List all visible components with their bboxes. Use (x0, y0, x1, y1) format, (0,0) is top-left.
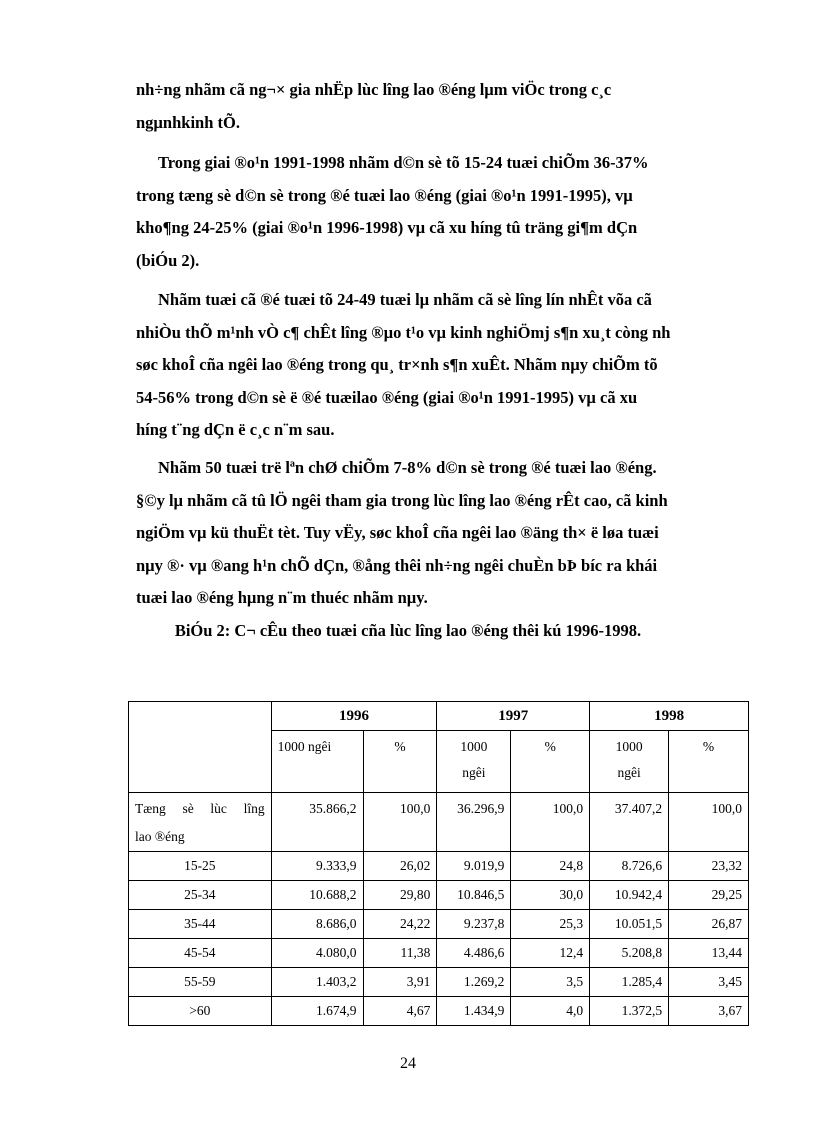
table-cell: 24,22 (363, 910, 437, 939)
table-cell: 26,02 (363, 852, 437, 881)
table-cell: 5.208,8 (590, 939, 669, 968)
table-cell: 24,8 (511, 852, 590, 881)
table-cell: 10.688,2 (271, 881, 363, 910)
age-structure-table (128, 701, 749, 1026)
table-cell: 29,25 (669, 881, 749, 910)
table-cell: 1.403,2 (271, 968, 363, 997)
paragraph-3 (136, 284, 740, 447)
row-label: 35-44 (129, 910, 272, 939)
table-row (129, 968, 749, 997)
unit-header (437, 731, 511, 793)
table-cell: 12,4 (511, 939, 590, 968)
table-cell: 3,45 (669, 968, 749, 997)
table-cell: 100,0 (511, 793, 590, 852)
table-cell: 1.434,9 (437, 997, 511, 1026)
unit-line: 1000 (460, 739, 488, 754)
table-row (129, 852, 749, 881)
paragraph-4 (136, 452, 740, 615)
unit-line: 1000 (615, 739, 643, 754)
text-line: (biÓu 2). (136, 250, 200, 270)
text-line: søc khoÎ cña ngêi lao ®éng trong qu¸ tr×nh s¶n xuÊt. Nhãm nµy chiÕm tõ (136, 355, 658, 374)
table-row (129, 910, 749, 939)
table-cell: 37.407,2 (590, 793, 669, 852)
row-label: >60 (129, 997, 272, 1026)
table-cell: 8.726,6 (590, 852, 669, 881)
table-cell: 36.296,9 (437, 793, 511, 852)
text-line: Nhãm tuæi cã ®é tuæi tõ 24-49 tuæi lµ nhãm cã sè lîng lín nhÊt võa cã (158, 290, 652, 309)
table-cell: 100,0 (363, 793, 437, 852)
corner-cell (129, 702, 272, 793)
table-cell: 1.285,4 (590, 968, 669, 997)
table-cell: 1.372,5 (590, 997, 669, 1026)
text-line: 54-56% trong d©n sè ë ®é tuæilao ®éng (giai ®o¹n 1991-1995) vµ cã xu (136, 387, 638, 407)
paragraph-1 (136, 74, 740, 139)
row-label: 25-34 (129, 881, 272, 910)
text-line: kho¶ng 24-25% (giai ®o¹n 1996-1998) vµ cã xu híng tû träng gi¶m dÇn (136, 218, 638, 237)
table-cell: 4,67 (363, 997, 437, 1026)
table-cell: 1.674,9 (271, 997, 363, 1026)
text-line: nµy ®· vµ ®ang h¹n chÕ dÇn, ®ång thêi nh÷ng ngêi chuÈn bÞ bíc ra khái (136, 555, 658, 575)
table-cell: 30,0 (511, 881, 590, 910)
table-cell: 9.237,8 (437, 910, 511, 939)
row-label-line: Tæng sè lùc lîng (135, 801, 265, 816)
unit-header (590, 731, 669, 793)
table-caption: BiÓu 2: C¬ cÊu theo tuæi cña lùc lîng lao ®éng thêi kú 1996-1998. (174, 621, 642, 640)
table-cell: 3,91 (363, 968, 437, 997)
unit-line: ngêi (462, 765, 486, 780)
table-cell: 25,3 (511, 910, 590, 939)
unit-header: % (363, 731, 437, 793)
unit-header: 1000 ngêi (271, 731, 363, 793)
text-line: trong tæng sè d©n sè trong ®é tuæi lao ®éng (giai ®o¹n 1991-1995), vµ (136, 185, 633, 205)
table-cell: 35.866,2 (271, 793, 363, 852)
table-cell: 23,32 (669, 852, 749, 881)
year-header: 1998 (590, 702, 749, 731)
table-row (129, 997, 749, 1026)
text-line: Trong giai ®o¹n 1991-1998 nhãm d©n sè tõ 15-24 tuæi chiÕm 36-37% (158, 153, 649, 172)
table-row (129, 881, 749, 910)
table-cell: 4.080,0 (271, 939, 363, 968)
row-label: 15-25 (129, 852, 272, 881)
row-label (129, 793, 272, 852)
row-label: 45-54 (129, 939, 272, 968)
table-cell: 4,0 (511, 997, 590, 1026)
table-cell: 26,87 (669, 910, 749, 939)
table-cell: 4.486,6 (437, 939, 511, 968)
text-line: nh÷ng nhãm cã ng¬× gia nhËp lùc lîng lao ®éng lµm viÖc trong c¸c (136, 80, 612, 99)
unit-header: % (511, 731, 590, 793)
paragraph-2 (136, 147, 740, 277)
text-line: nhiÒu thÕ m¹nh vÒ c¶ chÊt lîng ®µo t¹o vµ kinh nghiÖmj s¶n xu¸t còng nh (136, 322, 671, 342)
unit-header: % (669, 731, 749, 793)
text-line: §©y lµ nhãm cã tû lÖ ngêi tham gia trong lùc lîng lao ®éng rÊt cao, cã kinh (136, 490, 668, 510)
table-cell: 10.051,5 (590, 910, 669, 939)
text-line: Nhãm 50 tuæi trë lªn chØ chiÕm 7-8% d©n sè trong ®é tuæi lao ®éng. (158, 458, 657, 477)
table-cell: 10.942,4 (590, 881, 669, 910)
text-line: tuæi lao ®éng hµng n¨m thuéc nhãm nµy. (136, 588, 428, 607)
text-line: ngiÖm vµ kü thuËt tèt. Tuy vËy, søc khoÎ cña ngêi lao ®äng th× ë løa tuæi (136, 523, 659, 542)
table-cell: 3,67 (669, 997, 749, 1026)
table-cell: 8.686,0 (271, 910, 363, 939)
table-cell: 9.333,9 (271, 852, 363, 881)
year-header: 1996 (271, 702, 437, 731)
row-label: 55-59 (129, 968, 272, 997)
year-header: 1997 (437, 702, 590, 731)
row-label-line: lao ®éng (135, 829, 185, 844)
table-cell: 1.269,2 (437, 968, 511, 997)
table-cell: 9.019,9 (437, 852, 511, 881)
page-number: 24 (400, 1055, 416, 1072)
table-cell: 100,0 (669, 793, 749, 852)
table-cell: 3,5 (511, 968, 590, 997)
table-row-total (129, 793, 749, 852)
table-cell: 13,44 (669, 939, 749, 968)
table-cell: 11,38 (363, 939, 437, 968)
text-line: híng t¨ng dÇn ë c¸c n¨m sau. (136, 420, 335, 439)
text-line: ngµnhkinh tÕ. (136, 112, 240, 132)
unit-line: ngêi (617, 765, 641, 780)
table-cell: 29,80 (363, 881, 437, 910)
table-cell: 10.846,5 (437, 881, 511, 910)
table-row (129, 939, 749, 968)
year-header-row (129, 702, 749, 731)
